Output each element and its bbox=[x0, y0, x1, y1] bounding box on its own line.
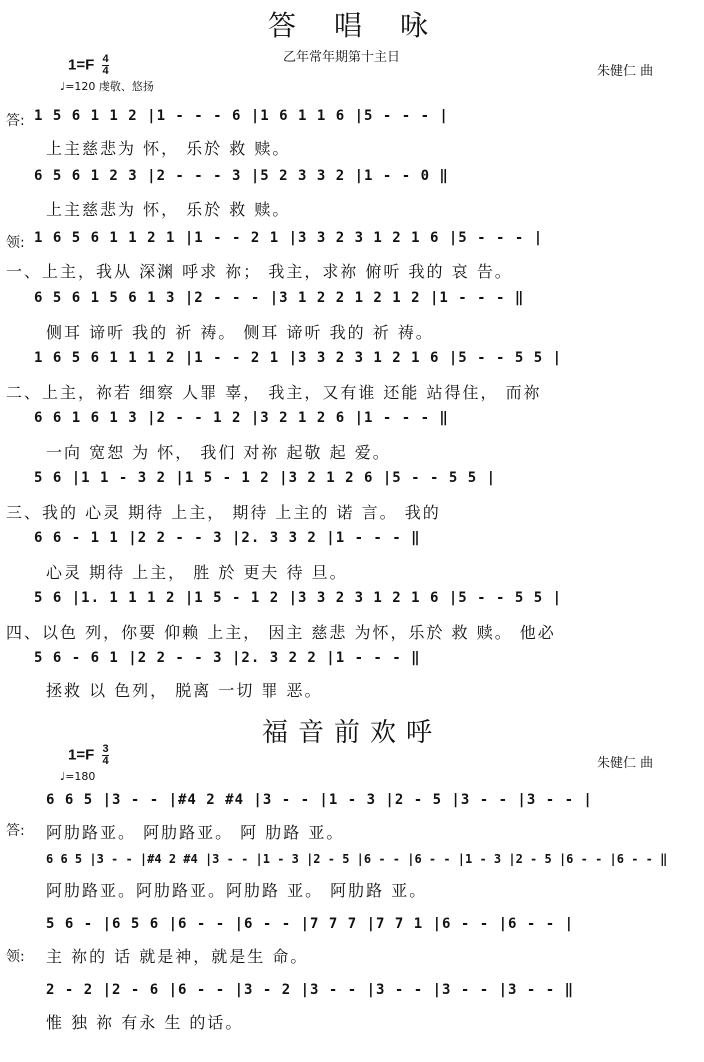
lyrics-line: 二、上主，祢若 细察 人罪 辜， 我主，又有谁 还能 站得住， 而祢 bbox=[6, 383, 542, 402]
notes-line: 5 6 |1 1 - 3 2 |1 5 - 1 2 |3 2 1 2 6 |5 - - 5 5 | bbox=[34, 470, 497, 486]
song1-composer: 朱健仁 曲 bbox=[597, 64, 654, 79]
song2-title: 福音前欢呼 bbox=[262, 718, 443, 748]
lyrics-line: 阿肋路亚。 阿肋路亚。 阿 肋路 亚。 bbox=[46, 823, 345, 842]
role-label: 领: bbox=[6, 949, 25, 965]
lyrics-line: 四、以色 列，你要 仰赖 上主， 因主 慈悲 为怀，乐於 救 赎。 他必 bbox=[6, 623, 556, 642]
role-label: 答: bbox=[6, 113, 25, 129]
lyrics-line: 一、上主，我从 深渊 呼求 祢； 我主，求祢 俯听 我的 哀 告。 bbox=[6, 262, 513, 281]
lyrics-line: 上主慈悲为 怀， 乐於 救 赎。 bbox=[46, 200, 291, 219]
notes-line: 5 6 - |6 5 6 |6 - - |6 - - |7 7 7 |7 7 1 |6 - - |6 - - | bbox=[46, 916, 575, 932]
lyrics-line: 阿肋路亚。阿肋路亚。阿肋路 亚。 阿肋路 亚。 bbox=[46, 881, 428, 900]
lyrics-line: 侧耳 谛听 我的 祈 祷。 侧耳 谛听 我的 祈 祷。 bbox=[46, 323, 434, 342]
lyrics-line: 拯救 以 色列， 脱离 一切 罪 恶。 bbox=[46, 681, 323, 700]
role-label: 答: bbox=[6, 823, 25, 839]
song2-key-signature bbox=[68, 744, 109, 767]
song2-tempo: ♩=180 bbox=[60, 770, 96, 783]
notes-line: 6 6 - 1 1 |2 2 - - 3 |2. 3 3 2 |1 - - - ‖ bbox=[34, 530, 421, 546]
song1-time-signature: $\frac{4}{4}$ bbox=[102, 53, 109, 77]
song1-subtitle: 乙年常年期第十主日 bbox=[283, 50, 401, 65]
lyrics-line: 三、我的 心灵 期待 上主， 期待 上主的 诺 言。 我的 bbox=[6, 503, 441, 522]
notes-line: 1 6 5 6 1 1 1 2 |1 - - 2 1 |3 3 2 3 1 2 1 6 |5 - - 5 5 | bbox=[34, 350, 563, 366]
notes-line: 6 5 6 1 2 3 |2 - - - 3 |5 2 3 3 2 |1 - - 0 ‖ bbox=[34, 168, 449, 184]
notes-line: 5 6 |1. 1 1 1 2 |1 5 - 1 2 |3 3 2 3 1 2 1 6 |5 - - 5 5 | bbox=[34, 590, 563, 606]
notes-line: 1 6 5 6 1 1 2 1 |1 - - 2 1 |3 3 2 3 1 2 1 6 |5 - - - | bbox=[34, 230, 544, 246]
notes-line: 6 5 6 1 5 6 1 3 |2 - - - |3 1 2 2 1 2 1 2 |1 - - - ‖ bbox=[34, 290, 525, 306]
lyrics-line: 主 祢的 话 就是神，就是生 命。 bbox=[46, 947, 309, 966]
song2-time-signature: $\frac{3}{4}$ bbox=[102, 743, 109, 767]
song2-key-label: 1=F bbox=[68, 746, 95, 764]
song1-key-signature bbox=[68, 54, 109, 77]
notes-line: 5 6 - 6 1 |2 2 - - 3 |2. 3 2 2 |1 - - - ‖ bbox=[34, 650, 421, 666]
lyrics-line: 惟 独 祢 有永 生 的话。 bbox=[46, 1013, 244, 1032]
notes-line: 6 6 1 6 1 3 |2 - - 1 2 |3 2 1 2 6 |1 - - - ‖ bbox=[34, 410, 449, 426]
song2-composer: 朱健仁 曲 bbox=[597, 756, 654, 771]
notes-line: 1 5 6 1 1 2 |1 - - - 6 |1 6 1 1 6 |5 - - - | bbox=[34, 108, 449, 124]
lyrics-line: 心灵 期待 上主， 胜 於 更夫 待 旦。 bbox=[46, 563, 348, 582]
lyrics-line: 上主慈悲为 怀， 乐於 救 赎。 bbox=[46, 139, 291, 158]
notes-line: 2 - 2 |2 - 6 |6 - - |3 - 2 |3 - - |3 - - |3 - - |3 - - ‖ bbox=[46, 982, 575, 998]
notes-line: 6 6 5 |3 - - |#4 2 #4 |3 - - |1 - 3 |2 - 5 |3 - - |3 - - | bbox=[46, 792, 593, 808]
notes-line: 6 6 5 |3 - - |#4 2 #4 |3 - - |1 - 3 |2 - 5 |6 - - |6 - - |1 - 3 |2 - 5 |6 - - |6 - - ‖ bbox=[46, 852, 668, 866]
song1-tempo: ♩=120 虔敬、悠扬 bbox=[60, 80, 154, 93]
lyrics-line: 一向 宽恕 为 怀， 我们 对祢 起敬 起 爱。 bbox=[46, 443, 391, 462]
song1-key-label: 1=F bbox=[68, 56, 95, 74]
song1-title: 答唱咏 bbox=[268, 9, 467, 42]
role-label: 领: bbox=[6, 235, 25, 251]
